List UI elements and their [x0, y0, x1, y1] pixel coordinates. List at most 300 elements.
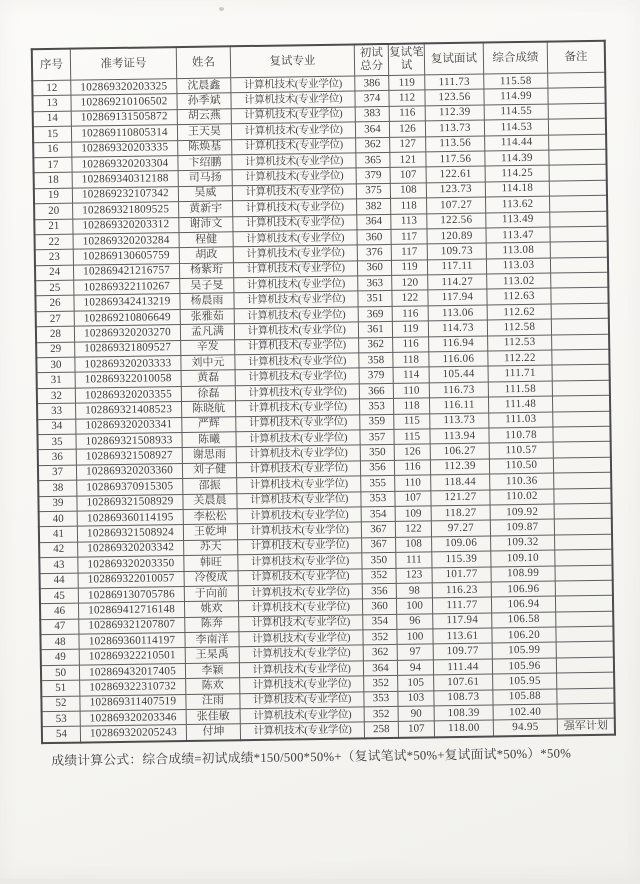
retest-written-score-cell: 111	[396, 552, 432, 568]
overall-score-cell: 114.99	[484, 88, 548, 104]
retest-written-score-cell: 107	[390, 167, 426, 183]
major-cell: 计算机技术(专业学位)	[238, 538, 362, 555]
major-cell: 计算机技术(专业学位)	[238, 599, 362, 616]
column-header-ticket-number: 准考证号	[70, 47, 176, 80]
retest-written-score-cell: 114	[393, 367, 429, 383]
initial-total-score-cell: 359	[360, 414, 394, 430]
serial-cell: 27	[36, 311, 75, 327]
remark-cell	[549, 180, 607, 196]
serial-cell: 49	[41, 650, 80, 666]
serial-cell: 26	[35, 296, 74, 312]
remark-cell	[557, 672, 615, 688]
retest-interview-score-cell: 118.00	[434, 720, 493, 737]
overall-score-cell: 106.58	[492, 612, 556, 628]
major-cell: 计算机技术(专业学位)	[239, 630, 363, 647]
initial-total-score-cell: 350	[362, 553, 396, 569]
initial-total-score-cell: 353	[364, 691, 398, 707]
remark-cell	[557, 703, 615, 719]
name-cell: 谢思雨	[182, 447, 236, 463]
remark-cell	[552, 380, 610, 396]
retest-interview-score-cell: 113.61	[433, 628, 492, 644]
remark-cell	[550, 226, 608, 242]
major-cell: 计算机技术(专业学位)	[231, 76, 355, 93]
initial-total-score-cell: 354	[363, 614, 397, 630]
serial-cell: 28	[36, 326, 75, 342]
initial-total-score-cell: 352	[364, 706, 398, 722]
overall-score-cell: 106.96	[491, 581, 555, 597]
overall-score-cell: 114.25	[485, 165, 549, 181]
column-header-remark: 备注	[547, 41, 605, 73]
overall-score-cell: 114.39	[485, 150, 549, 166]
name-cell: 陈欢	[186, 678, 240, 694]
column-header-name: 姓名	[176, 46, 230, 78]
retest-interview-score-cell: 109.06	[432, 536, 491, 552]
initial-total-score-cell: 258	[364, 722, 398, 738]
retest-interview-score-cell: 112.39	[425, 105, 484, 121]
serial-cell: 25	[35, 280, 74, 296]
retest-written-score-cell: 107	[398, 721, 434, 737]
serial-cell: 35	[37, 434, 76, 450]
major-cell: 计算机技术(专业学位)	[232, 138, 356, 155]
initial-total-score-cell: 367	[362, 537, 396, 553]
overall-score-cell: 109.10	[491, 550, 555, 566]
overall-score-cell: 115.58	[484, 73, 548, 89]
initial-total-score-cell: 361	[358, 322, 392, 338]
serial-cell: 30	[36, 357, 75, 373]
name-cell: 谢沛文	[179, 216, 233, 232]
initial-total-score-cell: 382	[357, 199, 391, 215]
overall-score-cell: 113.02	[487, 273, 551, 289]
remark-cell	[555, 595, 613, 611]
initial-total-score-cell: 358	[359, 352, 393, 368]
retest-interview-score-cell: 112.39	[430, 459, 489, 475]
overall-score-cell: 110.57	[489, 442, 553, 458]
name-cell: 黄磊	[181, 370, 235, 386]
retest-interview-score-cell: 113.73	[430, 413, 489, 429]
retest-interview-score-cell: 122.61	[426, 166, 485, 182]
remark-cell	[554, 472, 612, 488]
name-cell: 陈奔	[185, 616, 239, 632]
name-cell: 陈曦	[182, 432, 236, 448]
overall-score-cell: 112.63	[487, 289, 551, 305]
name-cell: 刘中元	[181, 355, 235, 371]
ticket-number-cell: 102869130705786	[78, 586, 184, 603]
initial-total-score-cell: 351	[358, 291, 392, 307]
serial-cell: 17	[33, 157, 72, 173]
overall-score-cell: 110.78	[489, 427, 553, 443]
ticket-number-cell: 102869340312188	[72, 171, 178, 188]
major-cell: 计算机技术(专业学位)	[240, 692, 364, 709]
ticket-number-cell: 102869322010058	[75, 371, 181, 388]
major-cell: 计算机技术(专业学位)	[231, 122, 355, 139]
remark-cell	[548, 118, 606, 134]
retest-written-score-cell: 97	[397, 644, 433, 660]
ticket-number-cell: 102869432017405	[79, 663, 185, 680]
major-cell: 计算机技术(专业学位)	[237, 507, 361, 524]
initial-total-score-cell: 360	[357, 260, 391, 276]
remark-cell	[552, 349, 610, 365]
retest-interview-score-cell: 116.11	[429, 397, 488, 413]
remark-cell	[552, 365, 610, 381]
major-cell: 计算机技术(专业学位)	[236, 399, 360, 416]
major-cell: 计算机技术(专业学位)	[239, 645, 363, 662]
retest-written-score-cell: 108	[390, 183, 426, 199]
column-header-initial-total-score: 初试总分	[354, 44, 388, 76]
retest-written-score-cell: 123	[396, 567, 432, 583]
major-cell: 计算机技术(专业学位)	[236, 415, 360, 432]
major-cell: 计算机技术(专业学位)	[236, 461, 360, 478]
ticket-number-cell: 102869412716148	[78, 602, 184, 619]
serial-cell: 39	[38, 496, 77, 512]
major-cell: 计算机技术(专业学位)	[236, 430, 360, 447]
ticket-number-cell: 102869321809525	[73, 202, 179, 219]
name-cell: 胡云燕	[177, 109, 231, 125]
ticket-number-cell: 102869322310732	[80, 679, 186, 696]
retest-interview-score-cell: 108.73	[434, 690, 493, 706]
initial-total-score-cell: 379	[359, 368, 393, 384]
name-cell: 程健	[179, 232, 233, 248]
serial-cell: 15	[33, 126, 72, 142]
initial-total-score-cell: 360	[362, 599, 396, 615]
retest-written-score-cell: 116	[394, 460, 430, 476]
major-cell: 计算机技术(专业学位)	[238, 568, 362, 585]
remark-cell	[551, 272, 609, 288]
retest-written-score-cell: 109	[395, 506, 431, 522]
name-cell: 韩旺	[184, 555, 238, 571]
retest-written-score-cell: 98	[396, 583, 432, 599]
retest-interview-score-cell: 123.56	[425, 89, 484, 105]
serial-cell: 14	[33, 111, 72, 127]
initial-total-score-cell: 360	[357, 229, 391, 245]
ticket-number-cell: 102869320203335	[72, 140, 178, 157]
ticket-number-cell: 102869322110267	[74, 279, 180, 296]
ticket-number-cell: 102869210806649	[74, 309, 180, 326]
initial-total-score-cell: 362	[356, 137, 390, 153]
name-cell: 关晨晨	[183, 493, 237, 509]
initial-total-score-cell: 355	[361, 476, 395, 492]
ticket-number-cell: 102869110805314	[71, 125, 177, 142]
overall-score-cell: 113.49	[486, 212, 550, 228]
table-body	[32, 72, 615, 743]
major-cell: 计算机技术(专业学位)	[234, 322, 358, 339]
retest-written-score-cell: 126	[394, 444, 430, 460]
initial-total-score-cell: 353	[361, 491, 395, 507]
name-cell: 李南洋	[185, 632, 239, 648]
retest-written-score-cell: 108	[396, 537, 432, 553]
name-cell: 吴威	[178, 186, 232, 202]
overall-score-cell: 106.94	[491, 596, 555, 612]
serial-cell: 22	[35, 234, 74, 250]
overall-score-cell: 105.99	[492, 642, 556, 658]
remark-cell	[554, 488, 612, 504]
remark-cell	[548, 88, 606, 104]
column-header-overall-score: 综合成绩	[483, 42, 547, 74]
ticket-number-cell: 102869130605759	[73, 248, 179, 265]
initial-total-score-cell: 352	[363, 629, 397, 645]
ticket-number-cell: 102869320203342	[78, 540, 184, 557]
name-cell: 卞绍鹏	[178, 155, 232, 171]
name-cell: 陈焕基	[178, 139, 232, 155]
serial-cell: 21	[34, 219, 73, 235]
remark-cell	[548, 103, 606, 119]
major-cell: 计算机技术(专业学位)	[233, 230, 357, 247]
remark-cell	[553, 442, 611, 458]
remark-cell	[551, 288, 609, 304]
name-cell: 张佳敏	[186, 709, 240, 725]
retest-written-score-cell: 117	[391, 229, 427, 245]
overall-score-cell: 113.08	[486, 242, 550, 258]
retest-written-score-cell: 94	[397, 660, 433, 676]
initial-total-score-cell: 374	[355, 91, 389, 107]
serial-cell: 13	[32, 96, 71, 112]
major-cell: 计算机技术(专业学位)	[238, 584, 362, 601]
remark-cell	[550, 257, 608, 273]
serial-cell: 19	[34, 188, 73, 204]
retest-interview-score-cell: 122.56	[427, 213, 486, 229]
ticket-number-cell: 102869320205243	[80, 725, 186, 742]
major-cell: 计算机技术(专业学位)	[240, 676, 364, 693]
retest-interview-score-cell: 113.73	[425, 120, 484, 136]
serial-cell: 47	[40, 619, 79, 635]
remark-cell	[555, 534, 613, 550]
retest-interview-score-cell: 121.27	[431, 490, 490, 506]
major-cell: 计算机技术(专业学位)	[236, 445, 360, 462]
retest-written-score-cell: 126	[389, 121, 425, 137]
serial-cell: 32	[37, 388, 76, 404]
ticket-number-cell: 102869321508929	[77, 494, 183, 511]
ticket-number-cell: 102869320203284	[73, 232, 179, 249]
initial-total-score-cell: 352	[362, 568, 396, 584]
name-cell: 刘子健	[182, 463, 236, 479]
ticket-number-cell: 102869322010057	[78, 571, 184, 588]
retest-written-score-cell: 116	[392, 306, 428, 322]
retest-interview-score-cell: 116.94	[429, 336, 488, 352]
ticket-number-cell: 102869210106502	[71, 94, 177, 111]
retest-interview-score-cell: 109.73	[427, 243, 486, 259]
remark-cell	[550, 211, 608, 227]
ticket-number-cell: 102869320203341	[76, 417, 182, 434]
ticket-number-cell: 102869320203270	[74, 325, 180, 342]
major-cell: 计算机技术(专业学位)	[234, 291, 358, 308]
retest-interview-score-cell: 109.77	[433, 643, 492, 659]
retest-interview-score-cell: 117.11	[427, 259, 486, 275]
serial-cell: 45	[40, 588, 79, 604]
serial-cell: 52	[41, 696, 80, 712]
overall-score-cell: 110.50	[489, 458, 553, 474]
initial-total-score-cell: 367	[361, 522, 395, 538]
retest-interview-score-cell: 117.94	[433, 613, 492, 629]
major-cell: 计算机技术(专业学位)	[232, 168, 356, 185]
remark-cell	[556, 626, 614, 642]
retest-written-score-cell: 105	[398, 675, 434, 691]
retest-written-score-cell: 116	[393, 337, 429, 353]
retest-written-score-cell: 115	[394, 413, 430, 429]
initial-total-score-cell: 379	[356, 168, 390, 184]
name-cell: 姚欢	[184, 601, 238, 617]
major-cell: 计算机技术(专业学位)	[240, 707, 364, 724]
overall-score-cell: 112.53	[488, 335, 552, 351]
ticket-number-cell: 102869421216757	[73, 263, 179, 280]
overall-score-cell: 110.02	[490, 489, 554, 505]
initial-total-score-cell: 375	[356, 183, 390, 199]
serial-cell: 29	[36, 342, 75, 358]
major-cell: 计算机技术(专业学位)	[240, 722, 364, 740]
name-cell: 王杲禹	[185, 647, 239, 663]
serial-cell: 18	[34, 172, 73, 188]
retest-written-score-cell: 115	[394, 429, 430, 445]
retest-interview-score-cell: 113.06	[428, 305, 487, 321]
overall-score-cell: 113.62	[486, 196, 550, 212]
initial-total-score-cell: 356	[362, 583, 396, 599]
serial-cell: 42	[39, 542, 78, 558]
overall-score-cell: 114.18	[485, 181, 549, 197]
serial-cell: 41	[39, 526, 78, 542]
major-cell: 计算机技术(专业学位)	[231, 107, 355, 124]
name-cell: 吴子旻	[180, 278, 234, 294]
serial-cell: 48	[40, 634, 79, 650]
retest-written-score-cell: 112	[389, 90, 425, 106]
retest-written-score-cell: 110	[395, 475, 431, 491]
ticket-number-cell: 102869320203312	[73, 217, 179, 234]
admission-results-table	[31, 40, 616, 744]
overall-score-cell: 113.03	[486, 258, 550, 274]
retest-written-score-cell: 122	[392, 290, 428, 306]
overall-score-cell: 109.87	[490, 519, 554, 535]
remark-cell	[549, 149, 607, 165]
serial-cell: 23	[35, 249, 74, 265]
ticket-number-cell: 102869320203325	[71, 79, 177, 96]
major-cell: 计算机技术(专业学位)	[237, 522, 361, 539]
remark-cell: 强军计划	[557, 719, 615, 736]
overall-score-cell: 105.88	[493, 689, 557, 705]
remark-cell	[554, 519, 612, 535]
serial-cell: 36	[38, 449, 77, 465]
overall-score-cell: 105.95	[493, 673, 557, 689]
overall-score-cell: 111.48	[488, 396, 552, 412]
initial-total-score-cell: 354	[361, 506, 395, 522]
retest-written-score-cell: 119	[389, 75, 425, 91]
remark-cell	[557, 688, 615, 704]
remark-cell	[555, 580, 613, 596]
ticket-number-cell: 102869320203346	[80, 710, 186, 727]
serial-cell: 44	[40, 573, 79, 589]
serial-cell: 54	[42, 726, 81, 742]
remark-cell	[551, 303, 609, 319]
overall-score-cell: 110.36	[490, 473, 554, 489]
remark-cell	[553, 411, 611, 427]
remark-cell	[550, 195, 608, 211]
retest-written-score-cell: 118	[391, 198, 427, 214]
retest-written-score-cell: 121	[390, 152, 426, 168]
column-header-retest-written-score: 复试笔试	[388, 43, 424, 75]
initial-total-score-cell: 353	[359, 399, 393, 415]
retest-written-score-cell: 120	[392, 275, 428, 291]
name-cell: 陈晓航	[182, 401, 236, 417]
overall-score-cell: 112.62	[487, 304, 551, 320]
ticket-number-cell: 102869232107342	[72, 186, 178, 203]
serial-cell: 40	[39, 511, 78, 527]
retest-written-score-cell: 117	[391, 244, 427, 260]
retest-written-score-cell: 127	[390, 136, 426, 152]
column-header-serial: 序号	[32, 49, 71, 81]
retest-interview-score-cell: 111.73	[425, 74, 484, 90]
overall-score-cell: 114.55	[484, 104, 548, 120]
retest-interview-score-cell: 117.56	[426, 151, 485, 167]
retest-interview-score-cell: 114.73	[428, 320, 487, 336]
overall-score-cell: 111.03	[489, 412, 553, 428]
ticket-number-cell: 102869370915305	[77, 479, 183, 496]
retest-interview-score-cell: 111.77	[432, 597, 491, 613]
remark-cell	[552, 334, 610, 350]
initial-total-score-cell: 364	[357, 214, 391, 230]
ticket-number-cell: 102869321508933	[76, 433, 182, 450]
retest-written-score-cell: 118	[393, 398, 429, 414]
initial-total-score-cell: 369	[358, 306, 392, 322]
initial-total-score-cell: 365	[356, 152, 390, 168]
retest-interview-score-cell: 123.73	[426, 182, 485, 198]
serial-cell: 43	[39, 557, 78, 573]
remark-cell	[549, 165, 607, 181]
remark-cell	[555, 565, 613, 581]
overall-score-cell: 111.71	[488, 365, 552, 381]
ticket-number-cell: 102869360114195	[77, 509, 183, 526]
retest-written-score-cell: 113	[391, 213, 427, 229]
overall-score-cell: 109.92	[490, 504, 554, 520]
remark-cell	[556, 657, 614, 673]
overall-score-cell: 108.99	[491, 566, 555, 582]
retest-interview-score-cell: 116.06	[429, 351, 488, 367]
major-cell: 计算机技术(专业学位)	[232, 184, 356, 201]
retest-interview-score-cell: 101.77	[432, 566, 491, 582]
ticket-number-cell: 102869321508924	[77, 525, 183, 542]
remark-cell	[552, 395, 610, 411]
retest-interview-score-cell: 107.27	[427, 197, 486, 213]
initial-total-score-cell: 366	[359, 383, 393, 399]
initial-total-score-cell: 364	[355, 122, 389, 138]
remark-cell	[556, 642, 614, 658]
retest-written-score-cell: 100	[397, 629, 433, 645]
serial-cell: 37	[38, 465, 77, 481]
name-cell: 严辉	[182, 416, 236, 432]
ticket-number-cell: 102869320203355	[75, 386, 181, 403]
retest-interview-score-cell: 105.44	[429, 366, 488, 382]
name-cell: 王天昊	[177, 124, 231, 140]
ticket-number-cell: 102869320203350	[78, 556, 184, 573]
major-cell: 计算机技术(专业学位)	[234, 307, 358, 324]
major-cell: 计算机技术(专业学位)	[239, 661, 363, 678]
serial-cell: 16	[33, 142, 72, 158]
serial-cell: 46	[40, 603, 79, 619]
ticket-number-cell: 102869131505872	[71, 109, 177, 126]
overall-score-cell: 102.40	[493, 704, 557, 720]
serial-cell: 34	[37, 419, 76, 435]
initial-total-score-cell: 386	[355, 75, 389, 91]
retest-interview-score-cell: 116.73	[429, 382, 488, 398]
overall-score-cell: 114.53	[484, 119, 548, 135]
remark-cell	[553, 426, 611, 442]
ticket-number-cell: 102869342413219	[74, 294, 180, 311]
initial-total-score-cell: 352	[364, 676, 398, 692]
name-cell: 张雅茹	[180, 309, 234, 325]
name-cell: 李松松	[183, 509, 237, 525]
major-cell: 计算机技术(专业学位)	[234, 276, 358, 293]
major-cell: 计算机技术(专业学位)	[239, 615, 363, 632]
serial-cell: 50	[41, 665, 80, 681]
name-cell: 黄新宇	[179, 201, 233, 217]
remark-cell	[554, 503, 612, 519]
major-cell: 计算机技术(专业学位)	[233, 261, 357, 278]
major-cell: 计算机技术(专业学位)	[235, 384, 359, 401]
